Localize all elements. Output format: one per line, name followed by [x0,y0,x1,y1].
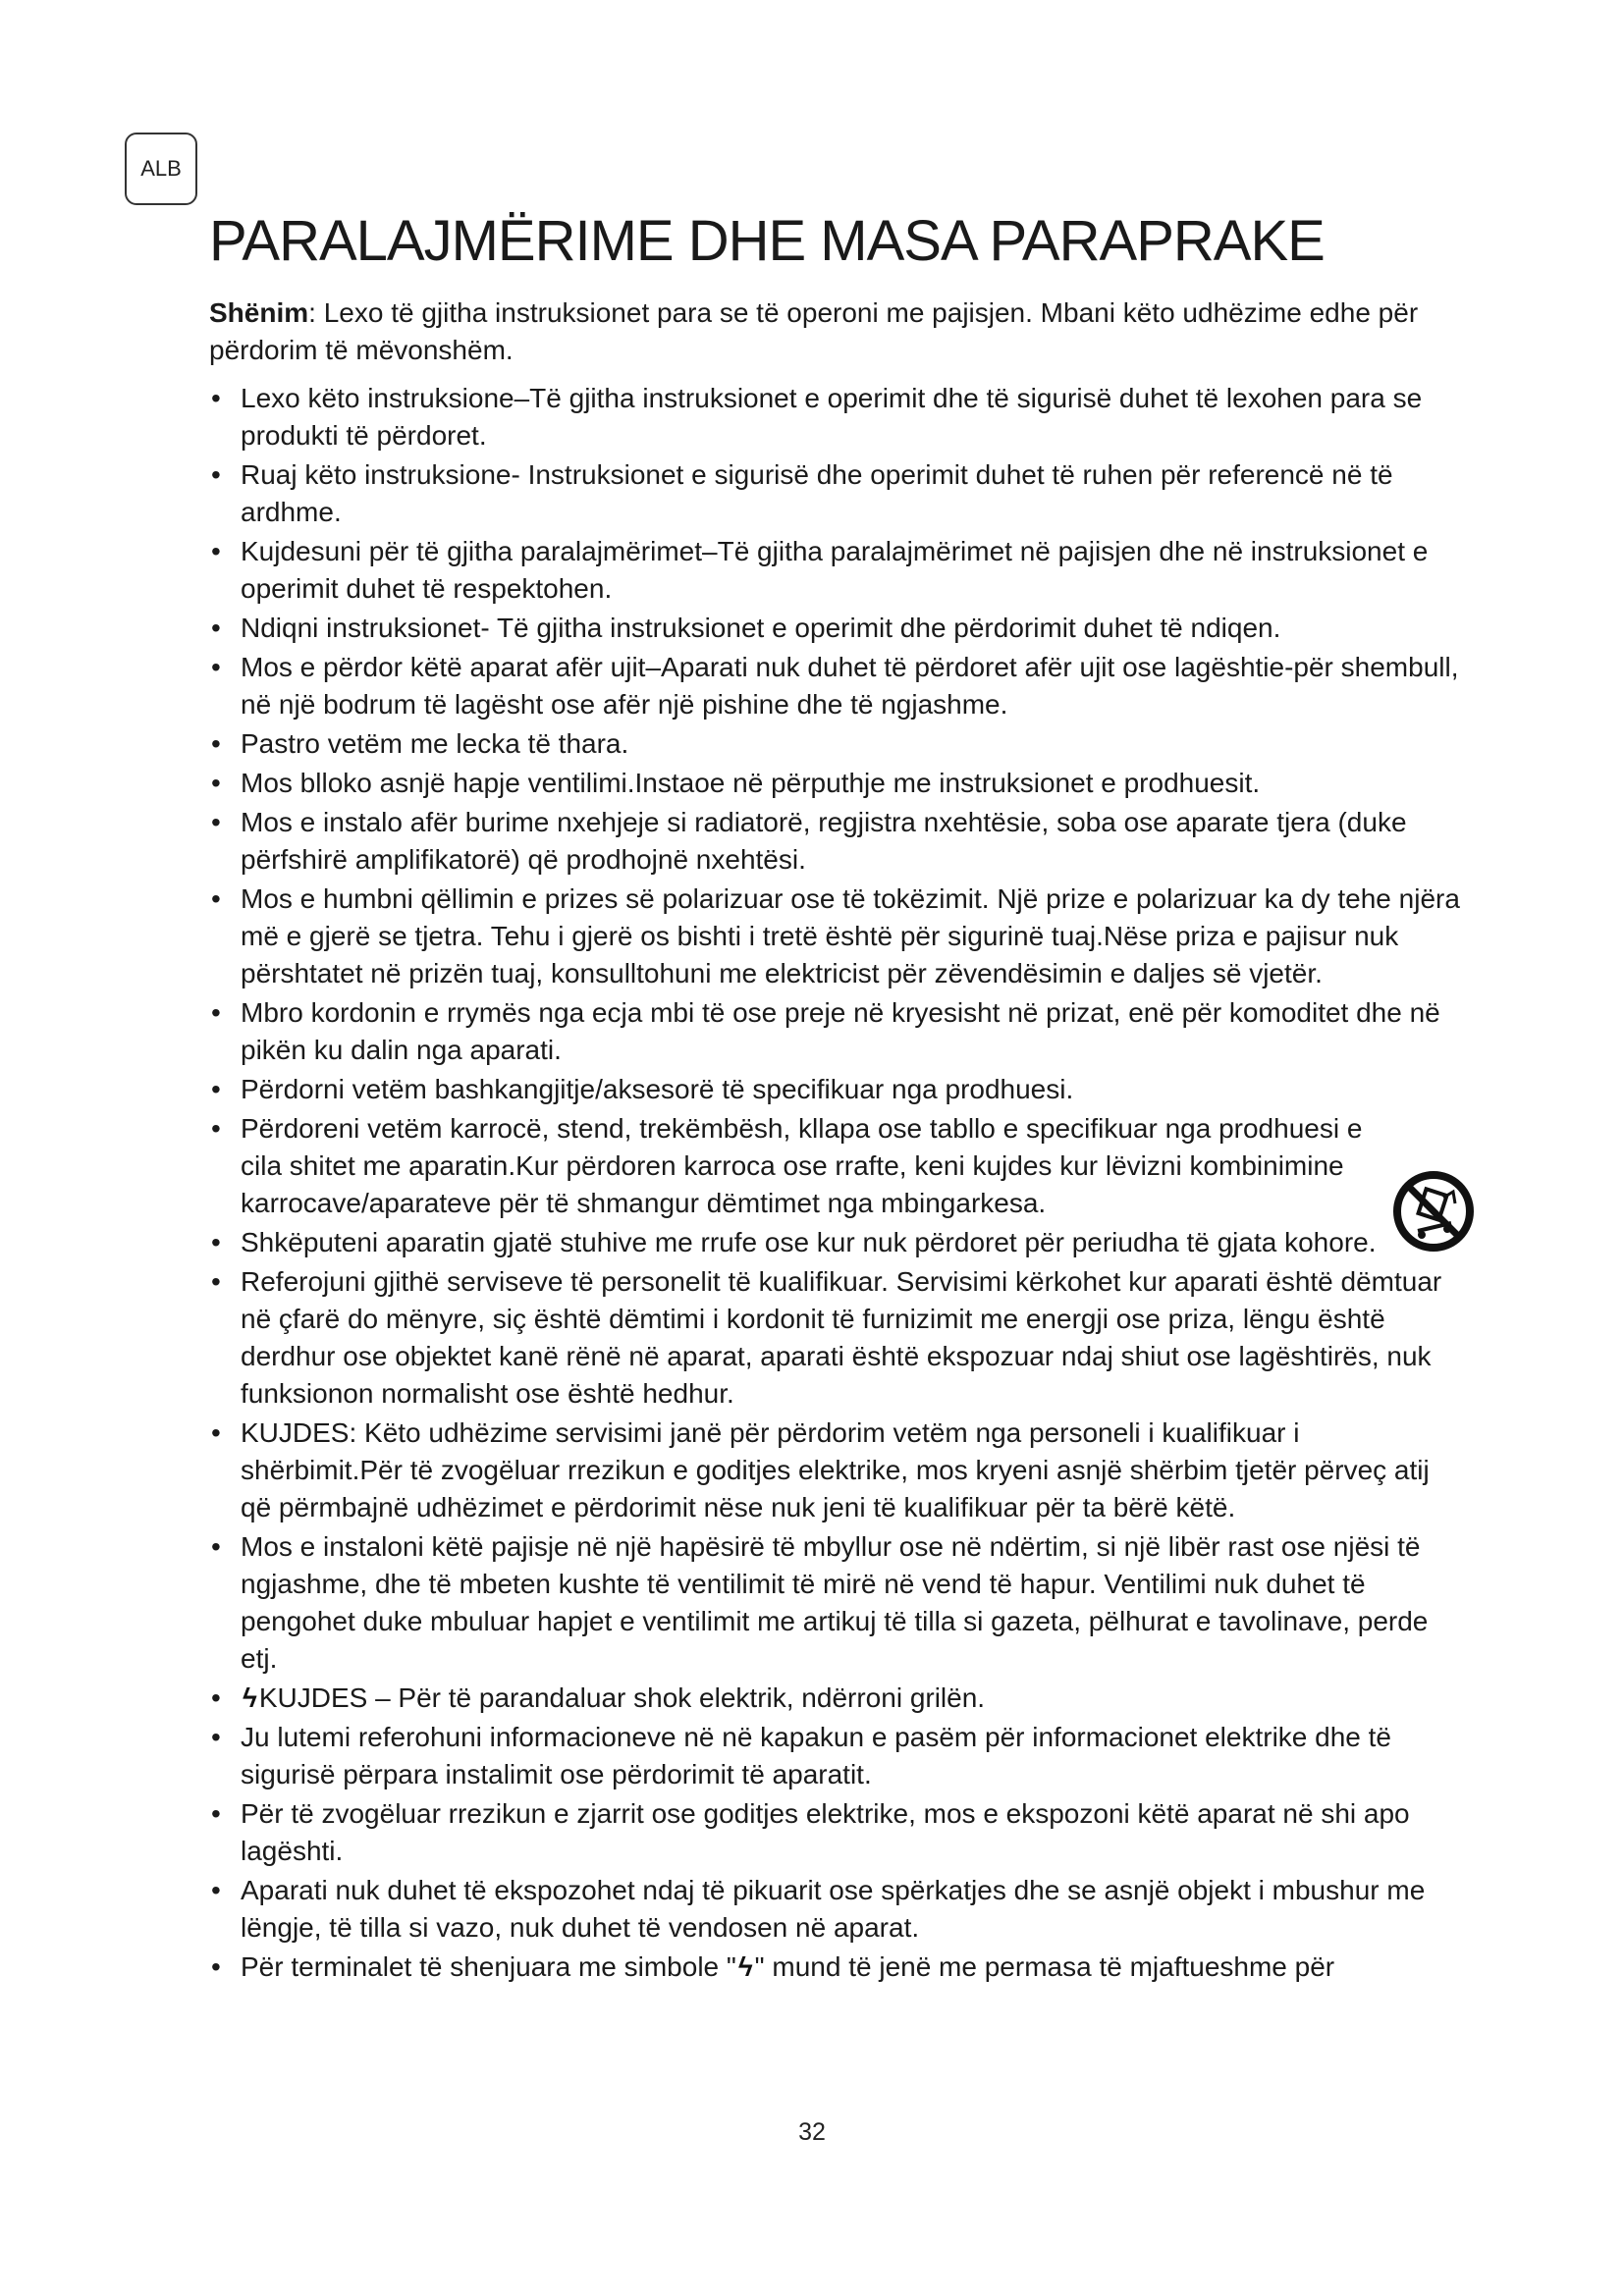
note-label: Shënim [209,297,309,328]
list-item: • Ruaj këto instruksione- Instruksionet e sigurisë dhe operimit duhet të ruhen për referencë në të ardhme. [209,456,1466,531]
list-item: • Shkëputeni aparatin gjatë stuhive me rrufe ose kur nuk përdoret për periudha të gjata kohore. [209,1224,1466,1261]
list-item-terminals [209,1949,1466,1986]
list-item: • Aparati nuk duhet të ekspozohet ndaj të pikuarit ose spërkatjes dhe se asnjë objekt i mbushur me lëngje, të tilla si vazo, nuk duhet të vendosen në aparat. [209,1872,1466,1947]
list-item: • Mos blloko asnjë hapje ventilimi.Instaoe në përputhje me instruksionet e prodhuesit. [209,765,1466,802]
list-item: • Ndiqni instruksionet- Të gjitha instruksionet e operimit dhe përdorimit duhet të ndiqen. [209,610,1466,647]
safety-instructions-list [209,380,1466,1988]
list-item: • Mos e instalo afër burime nxehjeje si radiatorë, regjistra nxehtësie, soba ose aparate tjera (duke përfshirë amplifikatorë) që prodhojnë nxehtësi. [209,804,1466,879]
list-item: • Kujdesuni për të gjitha paralajmërimet–Të gjitha paralajmërimet në pajisjen dhe në instruksionet e operimit duhet të respektohen. [209,533,1466,608]
lightning-bolt-icon: ϟ [243,1682,257,1713]
list-item: • KUJDES: Këto udhëzime servisimi janë për përdorim vetëm nga personeli i kualifikuar i shërbimit.Për të zvogëluar rrezikun e goditjes elektrike, mos kryeni asnjë shërbim tjetër përveç atij që përmbajnë udhëzimet e përdorimit nëse nuk jeni të kualifikuar për ta bërë këtë. [209,1415,1466,1526]
no-cart-tip-over-icon [1392,1170,1475,1253]
list-item: • Përdorni vetëm bashkangjitje/aksesorë të specifikuar nga prodhuesi. [209,1071,1466,1108]
lightning-bolt-icon: ϟ [737,1951,753,1982]
language-badge [125,133,197,205]
list-item: • Mos e instaloni këtë pajisje në një hapësirë të mbyllur ose në ndërtim, si një libër rast ose njësi të ngjashme, dhe të mbeten kushte të ventilimit të mirë në vend të hapur. Ventilimi nuk duhet të pengohet duke mbuluar hapjet e ventilimit me artikuj të tilla si gazeta, pëlhurat e tavolinave, perde etj. [209,1528,1466,1678]
note-text: : Lexo të gjitha instruksionet para se të operoni me pajisjen. Mbani këto udhëzime edhe për përdorim të mëvonshëm. [209,297,1419,365]
list-item: • Mos e humbni qëllimin e prizes së polarizuar ose të tokëzimit. Një prize e polarizuar ka dy tehe njëra më e gjerë se tjetra. Tehu i gjerë os bishti i tretë është për sigurinë tuaj.Nëse priza e pajisur nuk përshtatet në prizën tuaj, konsulltohuni me elektricist për zëvendësimin e daljes së vjetër. [209,881,1466,992]
list-item: • Mos e përdor këtë aparat afër ujit–Aparati nuk duhet të përdoret afër ujit ose lagështie-për shembull, në një bodrum të lagësht ose afër një pishine dhe të ngjashme. [209,649,1466,723]
language-code: ALB [140,156,182,181]
list-item: • Ju lutemi referohuni informacioneve në në kapakun e pasëm për informacionet elektrike dhe të sigurisë përpara instalimit ose përdorimit të aparatit. [209,1719,1466,1793]
list-item: • Referojuni gjithë serviseve të personelit të kualifikuar. Servisimi kërkohet kur aparati është dëmtuar në çfarë do mënyre, siç është dëmtimi i kordonit të furnizimit me energji ose priza, lëngu është derdhur ose objektet kanë rënë në aparat, aparati është ekspozuar ndaj shiut ose lagështirës, nuk funksionon normalisht ose është hedhur. [209,1263,1466,1413]
note-paragraph [209,294,1456,369]
caution-text: KUJDES – Për të parandaluar shok elektrik, ndërroni grilën. [258,1682,986,1713]
page-number: 32 [798,2118,826,2146]
page-title: PARALAJMËRIME DHE MASA PARAPRAKE [209,209,1325,273]
list-item: • Pastro vetëm me lecka të thara. [209,725,1466,763]
list-item: • Lexo këto instruksione–Të gjitha instruksionet e operimit dhe të sigurisë duhet të lexohen para se produkti të përdoret. [209,380,1466,454]
list-item: • Për të zvogëluar rrezikun e zjarrit ose goditjes elektrike, mos e ekspozoni këtë aparat në shi apo lagështi. [209,1795,1466,1870]
terminals-text-before: Për terminalet të shenjuara me simbole " [241,1951,736,1982]
list-item: • Përdoreni vetëm karrocë, stend, trekëmbësh, kllapa ose tabllo e specifikuar nga prodhuesi e cila shitet me aparatin.Kur përdoren karroca ose rrafte, keni kujdes kur lëvizni kombinimine karrocave/aparateve për të shmangur dëmtimet nga mbingarkesa. [209,1110,1466,1222]
terminals-text-after: " mund të jenë me permasa të mjaftueshme për [754,1951,1335,1982]
list-item: • Mbro kordonin e rrymës nga ecja mbi të ose preje në kryesisht në prizat, enë për komoditet dhe në pikën ku dalin nga aparati. [209,994,1466,1069]
list-item-caution-bolt [209,1680,1466,1717]
